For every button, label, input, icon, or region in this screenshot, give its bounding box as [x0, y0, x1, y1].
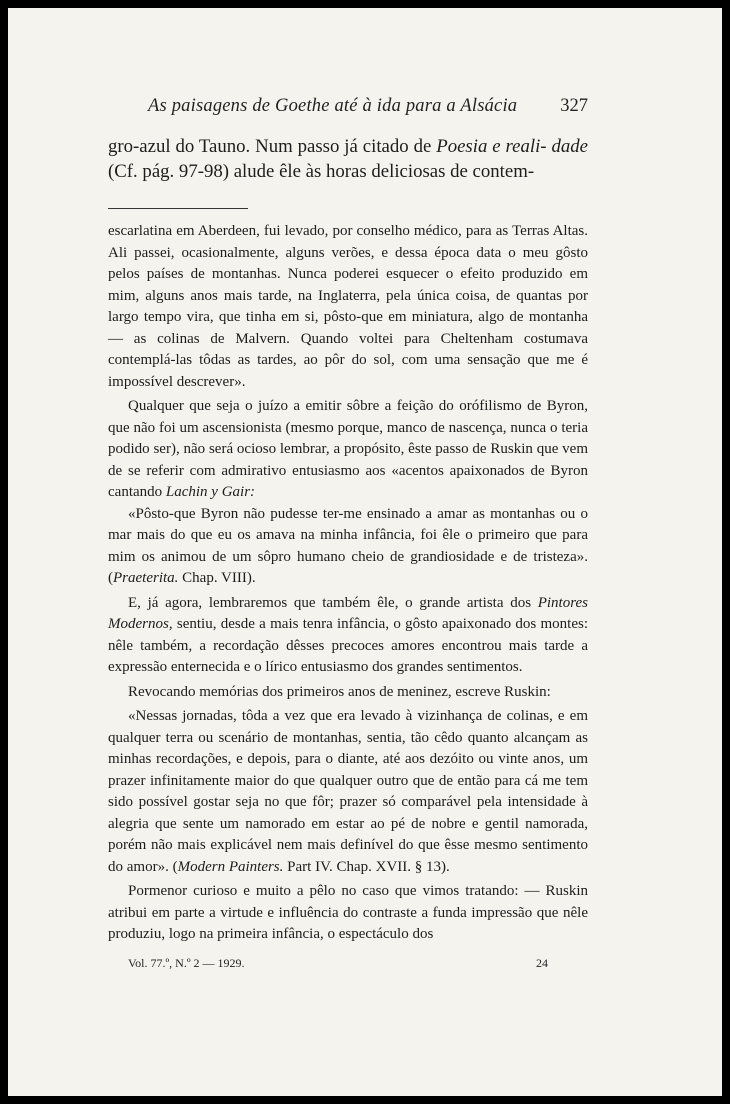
main-text-line1-italic: Poesia e reali- — [436, 136, 547, 157]
note-paragraph-6 — [108, 706, 588, 878]
note-paragraph-2-text: Qualquer que seja o juízo a emitir sôbre a feição do orófilismo de Byron, que não foi um ascensionista (mesmo porque, manco de nascença, nunca o teria podido ser), não será ocioso lembrar, a propósito, êste passo de Ruskin que vem de se referir com admirativo entusiasmo aos «acentos apaixonados de Byron cantando — [108, 398, 588, 500]
note-paragraph-1: escarlatina em Aberdeen, fui levado, por conselho médico, para as Terras Altas. Ali passei, ocasionalmente, alguns verões, e dessa época data o meu gôsto pelos países de montanhas. Nunca poderei esquecer o efeito produzido em mim, alguns anos mais tarde, na Inglaterra, pela única coisa, de quantas por largo tempo vira, que tinha em si, pôsto-que em miniatura, algo de montanha — as colinas de Malvern. Quando voltei para Cheltenham costumava contemplá-las tôdas as tardes, ao pôr do sol, com uma sensação que me é impossível descrever». — [108, 223, 588, 390]
main-text — [108, 134, 588, 184]
note-paragraph-4 — [108, 593, 588, 679]
note-paragraph-7: Pormenor curioso e muito a pêlo no caso que vimos tratando: — Ruskin atribui em parte a virtude e influência do contraste a funda impressão que nêle produziu, logo na primeira infância, o espectáculo dos — [108, 883, 588, 942]
main-text-line2-italic: dade — [551, 136, 589, 157]
note-paragraph-4-b: sentiu, desde a mais tenra infância, o gôsto apaixonado dos montes: nêle também, a recordação dêsses precoces amores encontrou mais tarde a expressão enternecida e o lírico entusiasmo dos grandes sentimentos. — [108, 616, 588, 675]
note-paragraph-3-text: «Pôsto-que Byron não pudesse ter-me ensinado a amar as montanhas ou o mar mais do que eu os amava na minha infância, foi êle o primeiro que para mim os animou de um sôpro humano cheio de grandiosidade e de tristeza». ( — [108, 505, 588, 586]
running-title: As paisagens de Goethe até à ida para a Alsácia — [148, 96, 518, 116]
footnote-block — [108, 221, 588, 946]
signature-mark: 24 — [536, 956, 548, 970]
page-number: 327 — [560, 96, 588, 116]
note-paragraph-3-end: Chap. VIII). — [178, 570, 256, 586]
note-paragraph-2-italic: Lachin y Gair: — [165, 484, 256, 500]
footnote-rule — [108, 208, 248, 209]
main-text-line1: gro-azul do Tauno. Num passo já citado de — [108, 136, 437, 157]
note-paragraph-6-text: «Nessas jornadas, tôda a vez que era levado à vizinhança de colinas, e em qualquer terra ou scenário de montanhas, sentia, tão cêdo quanto alcançam as minhas recordações, e depois, para o diante, até aos dezóito ou vinte anos, um prazer infinitamente maior do que qualquer outro que de então para cá me tem sido possível gostar seja no que fôr; prazer só comparável pela intensidade à alegria que sente um namorado em estar ao pé de nobre e gentil namorada, porém não mais explicável nem mais definível do que êsse mesmo sentimento do amor». ( — [108, 708, 588, 875]
note-paragraph-2 — [108, 396, 588, 504]
running-header — [148, 96, 588, 117]
note-paragraph-3 — [108, 504, 588, 590]
note-paragraph-4-italic: Pintores Modernos, — [108, 594, 588, 632]
main-text-line2: (Cf. pág. 97-98) alude êle às horas deliciosas de contem- — [108, 161, 535, 182]
note-paragraph-3-italic: Praeterita. — [113, 570, 179, 586]
note-paragraph-5: Revocando memórias dos primeiros anos de meninez, escreve Ruskin: — [128, 683, 551, 700]
volume-line: Vol. 77.º, N.º 2 — 1929. — [128, 956, 245, 970]
note-paragraph-4-a: E, já agora, lembraremos que também êle, o grande artista dos — [128, 594, 538, 611]
note-paragraph-6-end: Part IV. Chap. XVII. § 13). — [283, 858, 450, 875]
note-paragraph-6-italic: Modern Painters. — [177, 858, 284, 875]
book-page — [8, 8, 722, 1096]
page-footer — [128, 956, 548, 971]
